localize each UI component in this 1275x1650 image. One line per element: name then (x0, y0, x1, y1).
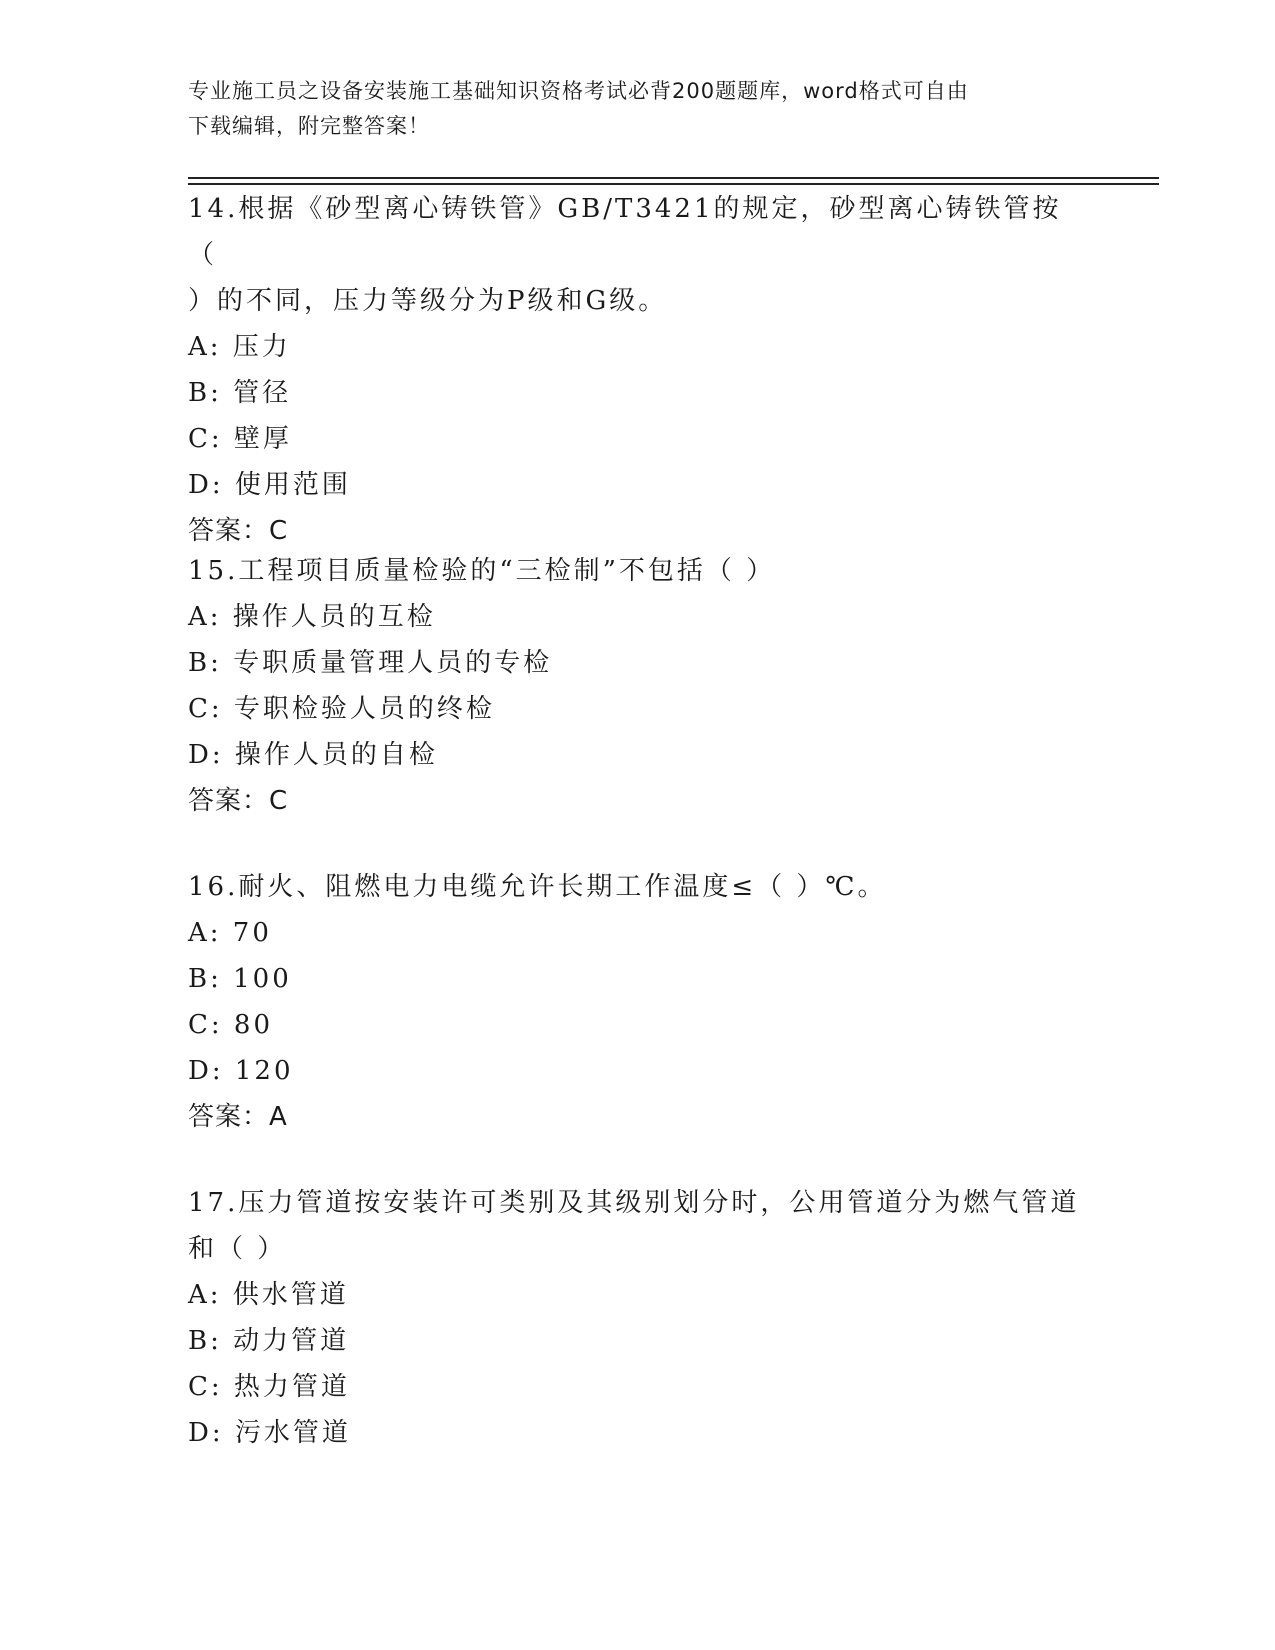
answer: 答案：C (188, 786, 289, 816)
question-stem-line-1: 14.根据《砂型离心铸铁管》GB/T3421的规定，砂型离心铸铁管按（ (188, 194, 1062, 270)
option-d: D: 污水管道 (188, 1418, 351, 1448)
question-stem-line-1: 15.工程项目质量检验的“三检制”不包括（ ） (188, 556, 776, 586)
option-a: A: 供水管道 (188, 1280, 349, 1310)
option-c: C: 壁厚 (188, 424, 292, 454)
option-d: D: 使用范围 (188, 470, 351, 500)
question-stem-line-1: 16.耐火、阻燃电力电缆允许长期工作温度≤（ ）℃。 (188, 872, 887, 902)
option-b: B: 专职质量管理人员的专检 (188, 648, 553, 678)
option-a: A: 压力 (188, 332, 291, 362)
question-17 (188, 1180, 1088, 1456)
option-d: D: 操作人员的自检 (188, 740, 438, 770)
header-divider-top (188, 177, 1159, 179)
answer: 答案：A (188, 1102, 288, 1132)
option-b: B: 100 (188, 964, 292, 994)
document-header (188, 74, 1068, 144)
option-a: A: 70 (188, 918, 272, 948)
option-b: B: 管径 (188, 378, 292, 408)
option-c: C: 专职检验人员的终检 (188, 694, 495, 724)
question-stem-line-2: ）的不同，压力等级分为P级和G级。 (188, 286, 668, 316)
question-15 (188, 548, 1088, 824)
header-line-2: 下载编辑，附完整答案！ (188, 114, 430, 138)
question-stem-line-1: 17.压力管道按安装许可类别及其级别划分时，公用管道分为燃气管道 (188, 1188, 1080, 1218)
question-16 (188, 864, 1088, 1140)
header-line-1: 专业施工员之设备安装施工基础知识资格考试必背200题题库，word格式可自由 (188, 79, 969, 103)
option-d: D: 120 (188, 1056, 294, 1086)
question-14 (188, 186, 1088, 554)
option-c: C: 热力管道 (188, 1372, 350, 1402)
option-a: A: 操作人员的互检 (188, 602, 436, 632)
header-divider-bottom (188, 183, 1159, 185)
option-c: C: 80 (188, 1010, 274, 1040)
option-b: B: 动力管道 (188, 1326, 350, 1356)
question-stem-line-2: 和（ ） (188, 1234, 287, 1264)
answer: 答案：C (188, 516, 289, 546)
